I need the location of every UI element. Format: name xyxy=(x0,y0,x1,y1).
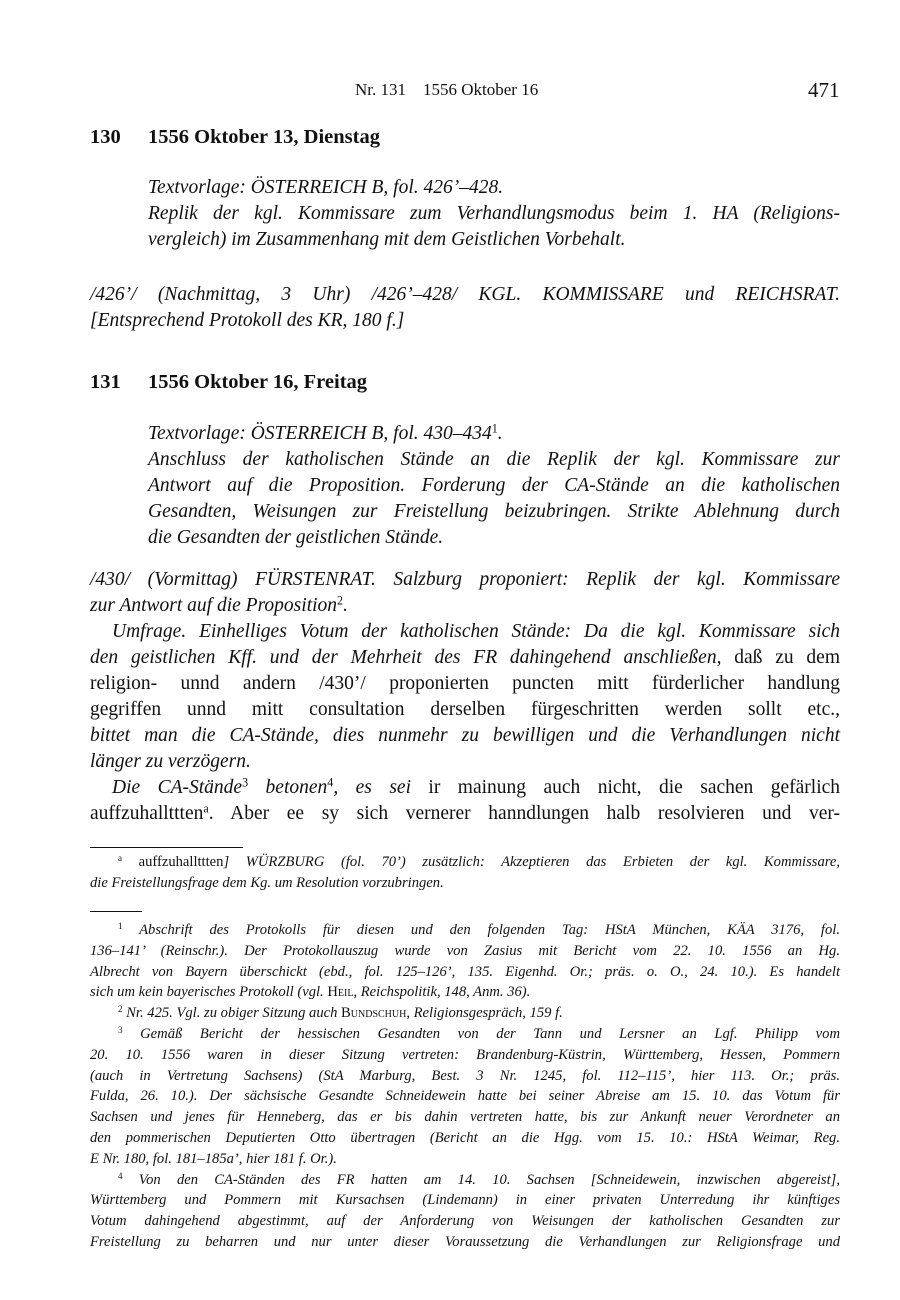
document-131-source-note xyxy=(148,421,840,551)
note-marker: 4 xyxy=(118,1170,123,1181)
note-marker: 1 xyxy=(118,921,123,932)
text-line xyxy=(90,1170,840,1191)
paragraph xyxy=(90,1170,840,1253)
note-marker: 2 xyxy=(337,593,344,608)
paragraph xyxy=(90,1024,840,1170)
text-line xyxy=(90,671,840,697)
paragraph xyxy=(148,421,840,447)
text-run: zur Antwort auf die Proposition xyxy=(90,595,338,616)
note-marker: 3 xyxy=(118,1025,123,1036)
text-run: Freistellung zu beharren und nur unter dieser Voraussetzung die Verhandlungen zur Religionsfrage und xyxy=(90,1233,840,1250)
document-130-body xyxy=(90,282,840,334)
text-run: , es sei xyxy=(333,777,411,798)
text-line xyxy=(90,749,840,775)
text-run: Anschluss der katholischen Stände an die Replik der kgl. Kommissare zur xyxy=(148,449,840,470)
text-run: . Aber ee sy sich vernerer hanndlungen halb resolvieren und ver- xyxy=(208,803,840,824)
text-run: Replik der kgl. Kommissare zum Verhandlungsmodus beim 1. HA (Religions- xyxy=(148,203,840,224)
text-line xyxy=(148,499,840,525)
text-line xyxy=(90,1232,840,1253)
text-run: (auch in Vertretung Sachsens) (StA Marburg, Best. 3 Nr. 1245, fol. 112–115’, hier 113. Or.; präs. xyxy=(90,1067,840,1084)
text-run: /426’/ (Nachmittag, 3 Uhr) /426’–428/ KGL. KOMMISSARE und REICHSRAT. xyxy=(90,284,840,305)
text-line xyxy=(90,1211,840,1232)
text-line xyxy=(90,982,840,1003)
text-line xyxy=(90,1024,840,1045)
document-number: 131 xyxy=(90,371,121,393)
paragraph xyxy=(90,619,840,775)
note-marker: 1 xyxy=(491,421,498,436)
text-line xyxy=(90,619,840,645)
text-line xyxy=(90,1149,840,1170)
text-line xyxy=(90,1128,840,1149)
text-run: 20. 10. 1556 waren in dieser Sitzung vertreten: Brandenburg-Küstrin, Württemberg, Hessen, Pommern xyxy=(90,1046,840,1063)
text-line xyxy=(90,1066,840,1087)
text-run: länger zu verzögern. xyxy=(90,751,251,772)
text-run: /430/ (Vormittag) FÜRSTENRAT. Salzburg proponiert: Replik der kgl. Kommissare xyxy=(90,569,840,590)
text-line xyxy=(90,1190,840,1211)
text-line xyxy=(90,801,840,827)
text-line xyxy=(90,567,840,593)
document-date: 1556 Oktober 16, Freitag xyxy=(148,371,368,393)
running-head: Nr. 131 1556 Oktober 16 xyxy=(355,80,539,99)
note-marker: 2 xyxy=(118,1004,123,1015)
text-run: . xyxy=(343,595,348,616)
document-date: 1556 Oktober 13, Dienstag xyxy=(148,126,380,148)
text-run: , Reichspolitik, 148, Anm. 36). xyxy=(353,984,531,1001)
text-run: Heil xyxy=(327,984,354,1001)
text-run: Gesandten, Weisungen zur Freistellung beizubringen. Strikte Ablehnung durch xyxy=(148,501,840,522)
text-run: Textvorlage: ÖSTERREICH B, fol. 426’–428. xyxy=(148,177,504,198)
text-line xyxy=(90,593,840,619)
text-run: Albrecht von Bayern überschickt (ebd., fol. 125–126’, 135. Eigenhd. Or.; präs. o. O., 24. 10.). Es handelt xyxy=(90,963,840,980)
text-run: Württemberg und Pommern mit Kursachsen (Lindemann) in einer privaten Unterredung ihr künftiges xyxy=(90,1192,840,1209)
text-run: E Nr. 180, fol. 181–185a’, hier 181 f. Or.). xyxy=(90,1150,337,1167)
document-number: 130 xyxy=(90,126,121,148)
text-run: Votum dahingehend abgestimmt, auf der Anforderung von Weisungen der katholischen Gesandten zur xyxy=(90,1213,840,1230)
text-run: Bundschuh xyxy=(341,1005,407,1022)
paragraph xyxy=(148,447,840,551)
text-line xyxy=(90,1045,840,1066)
text-line xyxy=(148,227,840,253)
text-run: Nr. 425. Vgl. zu obiger Sitzung auch xyxy=(122,1005,342,1022)
text-run: Von den CA-Ständen des FR hatten am 14. 10. Sachsen [Schneidewein, inzwischen abgereist], xyxy=(122,1171,840,1188)
text-run: auffzuhallttten xyxy=(90,803,204,824)
text-line xyxy=(90,852,840,873)
note-marker: a xyxy=(203,801,209,816)
text-run: auffzuhallttten xyxy=(122,854,224,870)
text-line xyxy=(90,775,840,801)
text-run: Abschrift des Protokolls für diesen und den folgenden Tag: HStA München, KÄA 3176, fol. xyxy=(122,922,840,938)
text-line xyxy=(90,1003,840,1024)
text-run: gegriffen unnd mitt consultation derselben fürgeschritten werden sollt etc., xyxy=(90,699,840,720)
text-run: Antwort auf die Proposition. Forderung der CA-Stände an die katholischen xyxy=(148,475,840,496)
footnotes xyxy=(90,920,840,1253)
text-line xyxy=(148,175,840,201)
text-run: [Entsprechend Protokoll des KR, 180 f.] xyxy=(90,310,405,331)
text-run: Gemäß Bericht der hessischen Gesandten von der Tann und Lersner an Lgf. Philipp vom xyxy=(122,1025,840,1042)
note-marker: 3 xyxy=(242,775,249,790)
text-line xyxy=(90,941,840,962)
text-line xyxy=(90,920,840,941)
text-line xyxy=(90,282,840,308)
text-line xyxy=(148,421,840,447)
paragraph xyxy=(90,567,840,619)
text-run: vergleich) im Zusammenhang mit dem Geistlichen Vorbehalt. xyxy=(148,229,626,250)
page-number: 471 xyxy=(808,78,840,102)
text-line xyxy=(148,447,840,473)
textcritical-rule xyxy=(90,847,243,848)
text-run: 136–141’ (Reinschr.). Der Protokollauszug wurde von Zasius mit Bericht vom 22. 10. 1556 an Hg. xyxy=(90,942,840,959)
note-marker: a xyxy=(118,853,123,864)
document-131-body xyxy=(90,567,840,827)
text-run: betonen xyxy=(248,777,328,798)
text-line xyxy=(90,1086,840,1107)
text-line xyxy=(90,308,840,334)
text-line xyxy=(148,201,840,227)
paragraph xyxy=(148,175,840,201)
text-run: Die CA-Stände xyxy=(112,777,243,798)
text-run: bittet man die CA-Stände, dies nunmehr zu bewilligen und die Verhandlungen nicht xyxy=(90,725,840,746)
text-line xyxy=(148,473,840,499)
paragraph xyxy=(148,201,840,253)
text-run: die Gesandten der geistlichen Stände. xyxy=(148,527,444,548)
text-run: ir mainung auch nicht, die sachen gefärlich xyxy=(411,777,841,798)
text-run: , Religionsgespräch, 159 f. xyxy=(406,1005,563,1022)
text-run: den geistlichen Kff. und der Mehrheit des FR dahingehend anschließen, xyxy=(90,647,722,668)
text-run: ] WÜRZBURG (fol. 70’) zusätzlich: Akzeptieren das Erbieten der kgl. Kommissare, xyxy=(223,854,841,870)
paragraph xyxy=(90,775,840,827)
text-run: den pommerischen Deputierten Otto übertragen (Bericht an die Hgg. vom 15. 10.: HStA Weimar, Reg. xyxy=(90,1129,840,1146)
text-run: Fulda, 26. 10.). Der sächsische Gesandte Schneidewein hatte bei seiner Abreise am 15. 10. das Votum für xyxy=(90,1088,840,1105)
paragraph xyxy=(90,1003,840,1024)
document-130-source-note xyxy=(148,175,840,253)
paragraph xyxy=(90,920,840,1003)
text-run: Textvorlage: ÖSTERREICH B, fol. 430–434 xyxy=(148,423,492,444)
text-run: Sachsen und jenes für Henneberg, das er bis dahin vertreten hatte, bis zur Ankunft neuer Verordneter an xyxy=(90,1109,840,1126)
text-run: religion- unnd andern /430’/ proponierten puncten mitt fürderlicher handlung xyxy=(90,673,840,694)
paragraph xyxy=(90,282,840,334)
text-run: Umfrage. Einhelliges Votum der katholischen Stände: Da die kgl. Kommissare sich xyxy=(112,621,840,642)
text-run: die Freistellungsfrage dem Kg. um Resolution vorzubringen. xyxy=(90,874,444,891)
textcritical-apparatus xyxy=(90,852,840,894)
text-line xyxy=(148,525,840,551)
footnote-rule xyxy=(90,911,142,912)
text-run: sich um kein bayerisches Protokoll (vgl. xyxy=(90,984,328,1001)
text-line xyxy=(90,723,840,749)
text-line xyxy=(90,873,840,894)
text-run: . xyxy=(497,423,503,444)
text-run: daß zu dem xyxy=(721,647,840,668)
text-line xyxy=(90,645,840,671)
paragraph xyxy=(90,852,840,894)
text-line xyxy=(90,962,840,983)
text-line xyxy=(90,1107,840,1128)
note-marker: 4 xyxy=(327,775,334,790)
text-line xyxy=(90,697,840,723)
